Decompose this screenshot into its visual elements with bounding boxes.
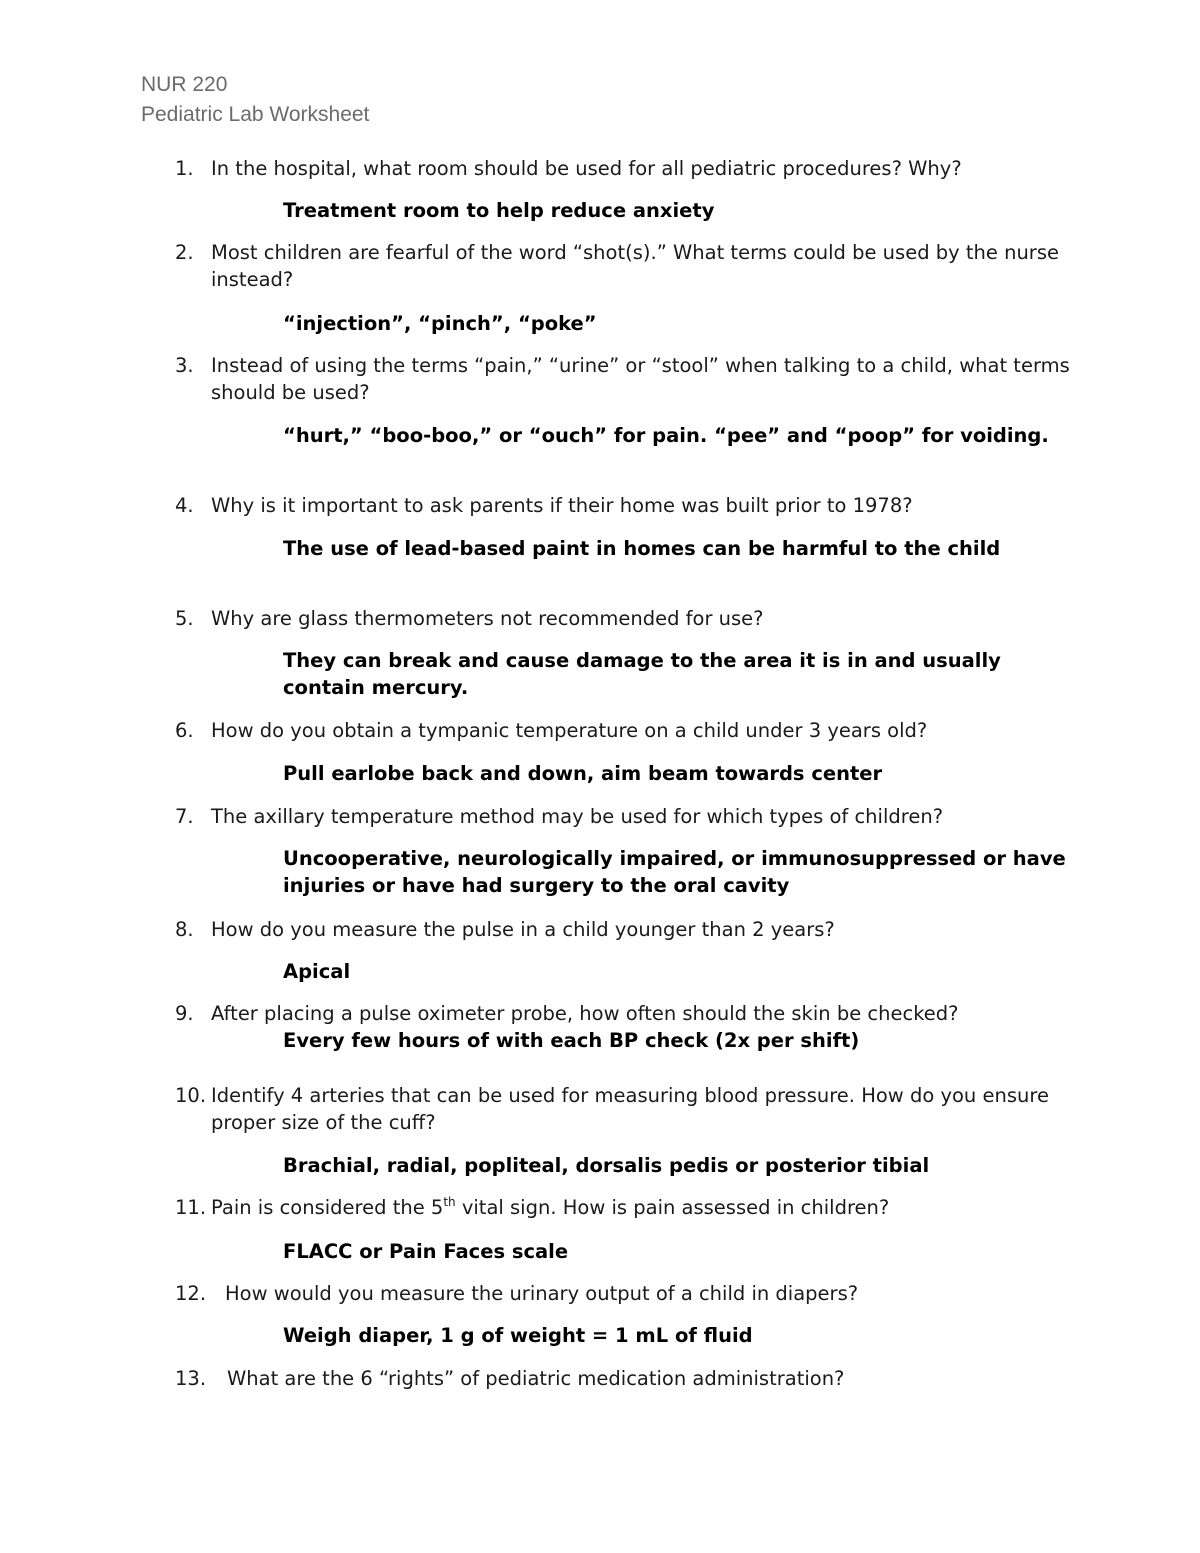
question-5 [175, 605, 1075, 632]
question-12 [175, 1280, 1075, 1307]
answer-12: Weigh diaper, 1 g of weight = 1 mL of fluid [283, 1324, 753, 1347]
question-text: Why are glass thermometers not recommended for use? [211, 607, 764, 630]
question-number: 10. [175, 1084, 207, 1107]
question-11 [175, 1194, 1075, 1221]
question-number: 1. [175, 157, 194, 180]
question-number: 7. [175, 805, 194, 828]
question-number: 12. [175, 1282, 207, 1305]
question-text: What are the 6 “rights” of pediatric medication administration? [227, 1367, 845, 1390]
answer-10: Brachial, radial, popliteal, dorsalis pedis or posterior tibial [283, 1154, 930, 1177]
question-number: 5. [175, 607, 194, 630]
question-text-post: vital sign. How is pain assessed in children? [455, 1196, 890, 1219]
ordinal-superscript: th [443, 1195, 456, 1209]
question-text-pre: Pain is considered the 5 [211, 1196, 444, 1219]
question-text: Instead of using the terms “pain,” “urine” or “stool” when talking to a child, what terms should be used? [211, 354, 1070, 404]
question-text: The axillary temperature method may be used for which types of children? [211, 805, 944, 828]
question-number: 11. [175, 1196, 207, 1219]
question-3 [175, 352, 1075, 406]
question-1 [175, 155, 1075, 182]
question-9 [175, 1000, 1075, 1027]
question-2 [175, 239, 1075, 293]
question-text: Most children are fearful of the word “shot(s).” What terms could be used by the nurse instead? [211, 241, 1059, 291]
answer-9: Every few hours of with each BP check (2x per shift) [283, 1029, 860, 1052]
answer-3: “hurt,” “boo-boo,” or “ouch” for pain. “pee” and “poop” for voiding. [283, 424, 1049, 447]
answer-1: Treatment room to help reduce anxiety [283, 199, 715, 222]
course-code: NUR 220 [141, 73, 228, 96]
answer-7: Uncooperative, neurologically impaired, or immunosuppressed or have injuries or have had surgery to the oral cavity [283, 847, 1066, 897]
question-7 [175, 803, 1075, 830]
question-number: 3. [175, 354, 194, 377]
question-text: In the hospital, what room should be used for all pediatric procedures? Why? [211, 157, 962, 180]
question-6 [175, 717, 1075, 744]
answer-5: They can break and cause damage to the area it is in and usually contain mercury. [283, 649, 1001, 699]
question-text: How do you measure the pulse in a child younger than 2 years? [211, 918, 835, 941]
question-10 [175, 1082, 1075, 1136]
answer-11: FLACC or Pain Faces scale [283, 1240, 569, 1263]
answer-8: Apical [283, 960, 351, 983]
question-text: How would you measure the urinary output of a child in diapers? [225, 1282, 859, 1305]
question-number: 13. [175, 1367, 207, 1390]
question-number: 2. [175, 241, 194, 264]
question-13 [175, 1365, 1075, 1392]
question-text: After placing a pulse oximeter probe, how often should the skin be checked? [211, 1002, 959, 1025]
question-number: 9. [175, 1002, 194, 1025]
question-8 [175, 916, 1075, 943]
question-text: How do you obtain a tympanic temperature on a child under 3 years old? [211, 719, 928, 742]
document-header [141, 70, 369, 130]
question-number: 4. [175, 494, 194, 517]
question-text: Why is it important to ask parents if their home was built prior to 1978? [211, 494, 913, 517]
answer-6: Pull earlobe back and down, aim beam towards center [283, 762, 883, 785]
question-number: 6. [175, 719, 194, 742]
question-number: 8. [175, 918, 194, 941]
question-text [211, 1194, 1075, 1221]
question-text: Identify 4 arteries that can be used for measuring blood pressure. How do you ensure proper size of the cuff? [211, 1084, 1049, 1134]
answer-2: “injection”, “pinch”, “poke” [283, 312, 597, 335]
answer-4: The use of lead-based paint in homes can be harmful to the child [283, 537, 1001, 560]
worksheet-title: Pediatric Lab Worksheet [141, 103, 370, 126]
question-4 [175, 492, 1075, 519]
